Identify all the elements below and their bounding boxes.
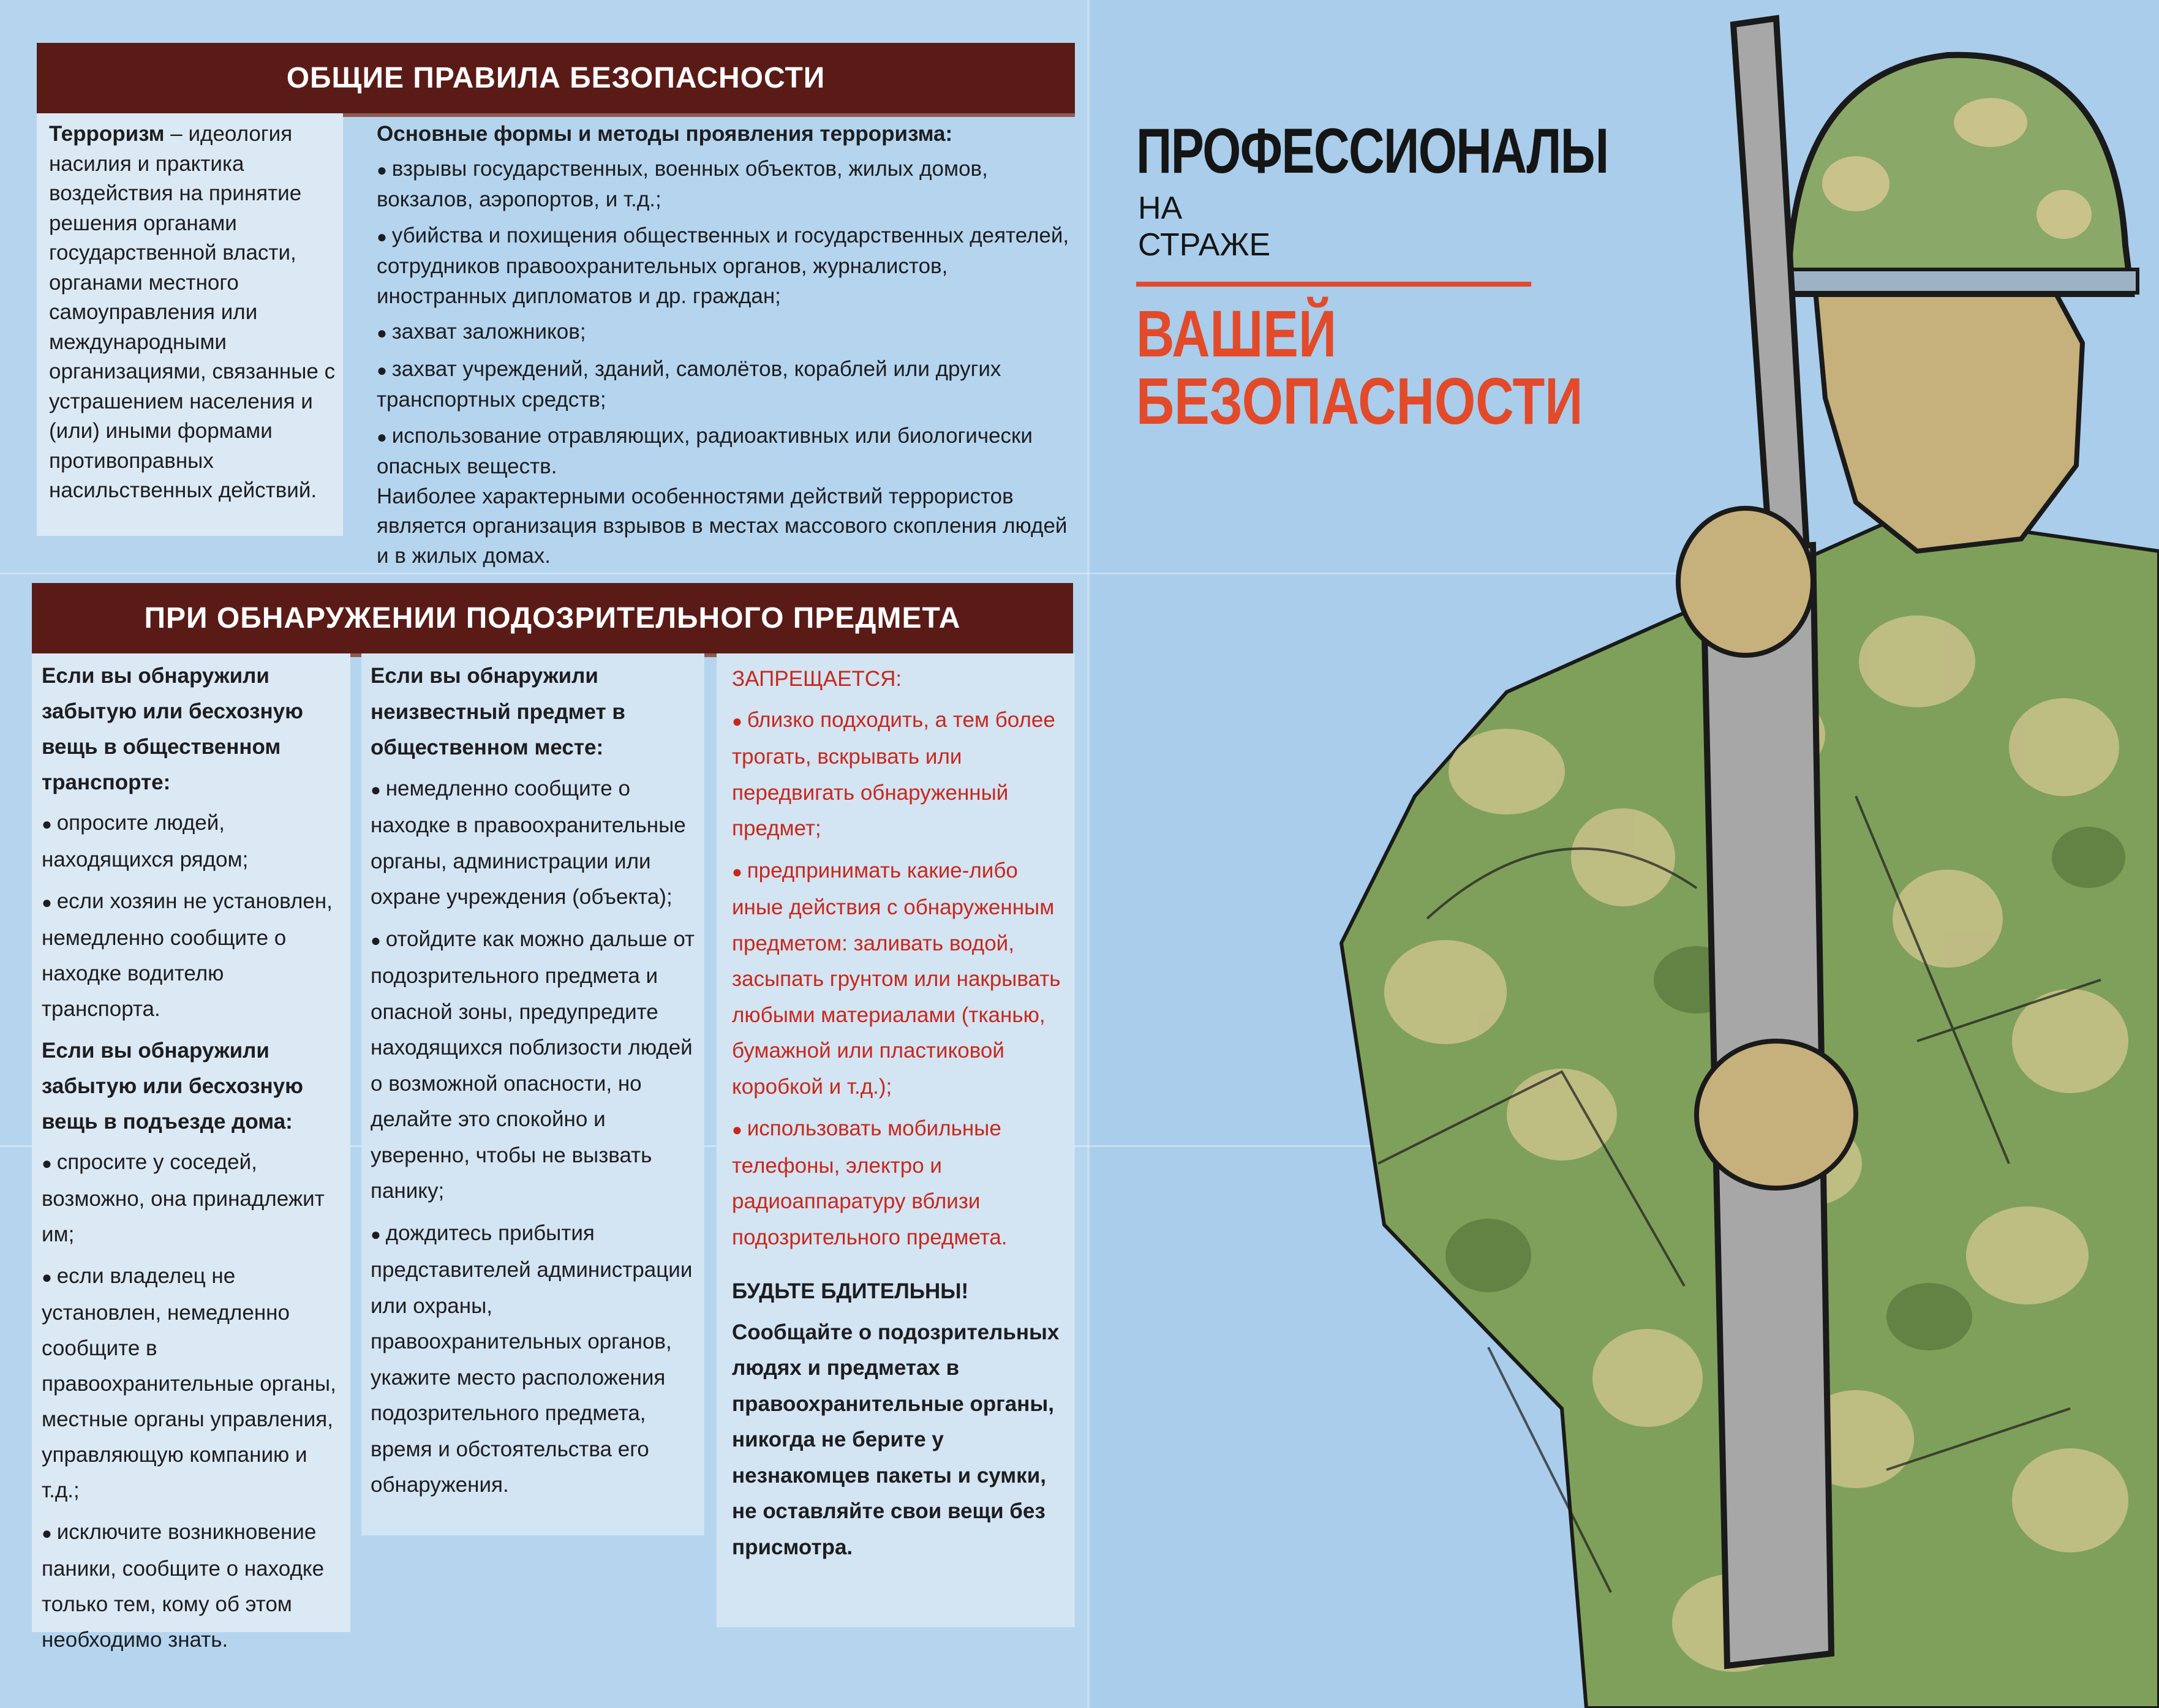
list-item: ● близко подходить, а тем более трогать, вскрывать или передвигать обнаруженный предмет; [732,702,1072,847]
section-header-general-rules: ОБЩИЕ ПРАВИЛА БЕЗОПАСНОСТИ [37,43,1075,113]
list-item: ● использовать мобильные телефоны, электро и радиоаппаратуру вблизи подозрительного предмета. [732,1111,1072,1255]
definition-term: Терроризм [49,122,165,146]
list-item: ● захват заложников; [377,317,1075,348]
col1-list1 [42,805,348,1027]
list-item: ● опросите людей, находящихся рядом; [42,805,348,878]
vigilant-text: Сообщайте о подозрительных людях и предметах в правоохранительные органы, никогда не берите у незнакомцев пакеты и сумки, не оставляйте свои вещи без присмотра. [732,1320,1060,1559]
col1-heading2: Если вы обнаружили забытую или бесхозную вещь в подъезде дома: [42,1039,304,1134]
vigilant-heading: БУДЬТЕ БДИТЕЛЬНЫ! [732,1279,969,1303]
terrorism-definition [49,119,343,506]
list-item: ● предпринимать какие-либо иные действия с обнаруженным предметом: заливать водой, засыпать грунтом или накрывать любыми материалами (тканью, бумажной или пластиковой коробкой и т.д.); [732,853,1072,1105]
cover-title-na: НА [1138,190,1183,226]
column-forbidden [732,661,1072,1570]
column-public-transport [42,658,348,1664]
list-item: ● использование отравляющих, радиоактивных или биологически опасных веществ. [377,421,1075,482]
forms-heading: Основные формы и методы проявления терроризма: [377,122,953,146]
list-item: ● убийства и похищения общественных и государственных деятелей, сотрудников правоохранительных органов, журналистов, иностранных дипломатов и др. граждан; [377,221,1075,312]
list-item: ● если хозяин не установлен, немедленно сообщите о находке водителю транспорта. [42,884,348,1027]
definition-text: – идеология насилия и практика воздействия на принятие решения органами государственной власти, органами местного самоуправления или международными организациями, связанные с устрашением населения и (или) иными формами противоправных насильственных действий. [49,122,336,502]
list-item: ● отойдите как можно дальше от подозрительного предмета и опасной зоны, предупредите находящихся поблизости людей о возможной опасности, но делайте это спокойно и уверенно, чтобы не вызвать панику; [371,922,701,1210]
cover-title-vashei: ВАШЕЙ [1136,296,1337,371]
terrorism-forms [377,119,1075,576]
fold-line [1087,0,1090,1708]
cover-title: ПРОФЕССИОНАЛЫ [1136,116,1608,187]
hand-shape [1697,1041,1856,1188]
list-item: ● дождитесь прибытия представителей администрации или охраны, правоохранительных органов, укажите место расположения подозрительного предмета, время и обстоятельства его обнаружения. [371,1216,701,1503]
section-header-suspicious-object: ПРИ ОБНАРУЖЕНИИ ПОДОЗРИТЕЛЬНОГО ПРЕДМЕТА [32,583,1073,653]
column-public-place [371,658,701,1510]
face-shape [1813,263,2082,551]
list-item: ● немедленно сообщите о находке в правоохранительные органы, администрации или охране учреждения (объекта); [371,771,701,916]
forbidden-list [732,702,1072,1256]
forms-list [377,154,1075,482]
list-item: ● исключите возникновение паники, сообщите о находке только тем, кому об этом необходимо знать. [42,1514,348,1658]
cover-title-bezopasnosti: БЕЗОПАСНОСТИ [1136,364,1583,438]
list-item: ● взрывы государственных, военных объектов, жилых домов, вокзалов, аэропортов, и т.д.; [377,154,1075,215]
list-item: ● если владелец не установлен, немедленно сообщите в правоохранительные органы, местные органы управления, управляющую компанию и т.д.; [42,1258,348,1508]
hand-shape [1678,508,1813,655]
col2-heading: Если вы обнаружили неизвестный предмет в общественном месте: [371,664,625,759]
list-item: ● захват учреждений, зданий, самолётов, кораблей или других транспортных средств; [377,355,1075,415]
col1-heading1: Если вы обнаружили забытую или бесхозную вещь в общественном транспорте: [42,664,304,794]
col2-list [371,771,701,1503]
forbidden-heading: ЗАПРЕЩАЕТСЯ: [732,667,902,691]
list-item: ● спросите у соседей, возможно, она принадлежит им; [42,1145,348,1252]
cover-title-strazhe: СТРАЖЕ [1138,227,1271,263]
closing-paragraph: Наиболее характерными особенностями действий террористов является организация взрывов в местах массового скопления людей и в жилых домах. [377,484,1068,568]
soldier-illustration [1305,0,2159,1708]
col1-list2 [42,1145,348,1658]
